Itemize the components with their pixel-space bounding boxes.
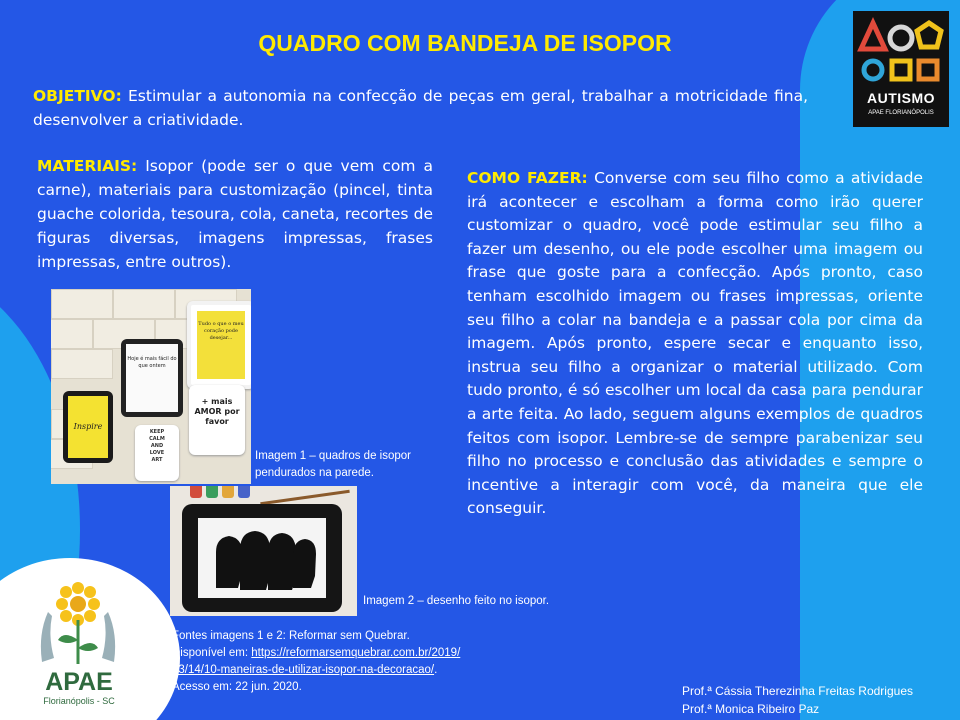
signature	[682, 682, 913, 718]
materials-paragraph	[37, 154, 433, 274]
autismo-logo	[853, 11, 949, 127]
frame-yellow-top	[187, 301, 251, 389]
frame-keep-calm	[135, 425, 179, 481]
objective-label: OBJETIVO:	[33, 87, 122, 105]
keep-calm-line-4: LOVE	[149, 450, 165, 456]
apae-logo	[28, 578, 128, 718]
autismo-shapes-icon	[853, 11, 949, 91]
keep-calm-line-3: AND	[150, 443, 164, 449]
keep-calm-line-5: ART	[151, 457, 163, 463]
sources-accessed: . Acesso em: 22 jun. 2020.	[172, 664, 438, 693]
page-title: QUADRO COM BANDEJA DE ISOPOR	[258, 30, 672, 56]
apae-logo-word: APAE	[45, 668, 113, 696]
objective-text: Estimular a autonomia na confecção de peças em geral, trabalhar a motricidade fina, desenvolver a criatividade.	[33, 87, 809, 129]
image-1-photo	[51, 289, 251, 484]
image-2-caption: Imagem 2 – desenho feito no isopor.	[363, 595, 550, 607]
frame-black-center	[121, 339, 183, 417]
how-to-label: COMO FAZER:	[467, 169, 588, 187]
materials-label: MATERIAIS:	[37, 157, 138, 175]
silhouettes-drawing	[198, 518, 326, 598]
keep-calm-line-1: KEEP	[149, 429, 165, 435]
frame-yellow-top-text: Tudo o que o meu coração pode desejar...	[197, 311, 245, 379]
frame-black-left-text: Inspire	[68, 396, 108, 458]
image-1-caption: Imagem 1 – quadros de isopor pendurados na parede.	[255, 450, 411, 479]
frame-white-right	[189, 385, 245, 455]
frame-black-center-text: Hoje é mais fácil do que ontem	[126, 344, 178, 412]
autismo-logo-word: AUTISMO	[866, 90, 936, 106]
sources-intro: Fontes imagens 1 e 2: Reformar sem Quebrar. Disponível em:	[172, 630, 410, 659]
frame-white-right-text: + mais AMOR por favor	[194, 397, 240, 426]
apae-flower-icon	[28, 578, 128, 670]
objective-paragraph	[33, 84, 808, 132]
keep-calm-line-2: CALM	[149, 436, 165, 442]
sources-link[interactable]: https://reformarsemquebrar.com.br/2019/03/14/10-maneiras-de-utilizar-isopor-na-decoracao/	[172, 647, 461, 676]
apae-logo-sub: Florianópolis - SC	[43, 696, 115, 706]
frame-black-left	[63, 391, 113, 463]
materials-text: Isopor (pode ser o que vem com a carne), materiais para customização (pincel, tinta guache colorida, tesoura, cola, caneta, recortes de figuras diversas, imagens impressas, frases impressas, entre outros).	[37, 157, 433, 271]
how-to-paragraph	[467, 167, 923, 521]
how-to-text: Converse com seu filho como a atividade irá acontecer e escolham a forma como irão querer customizar o quadro, você pode estimular seu filho a fazer um desenho, ou ele pode escolher uma imagem ou frase que goste para a confecção. Após pronto, caso tenham escolhido imagem ou frases impressas, oriente seu filho a colar na bandeja e a passar cola por cima da imagem. Após pronto, espere secar e enquanto isso, instrua seu filho a organizar o material utilizado. Com tudo pronto, é só escolher um local da casa para pendurar a arte feita. Ao lado, seguem alguns exemplos de quadros feitos com isopor. Lembre-se de sempre parabenizar seu filho no processo e conclusão das atividades e sempre o incentive a interagir com você, da maneira que ele conseguir.	[467, 169, 923, 518]
image-2-photo	[170, 486, 357, 616]
tray	[182, 504, 342, 612]
image-sources	[172, 628, 462, 696]
autismo-logo-sub: APAE FLORIANÓPOLIS	[868, 110, 934, 116]
signature-line-2: Prof.ª Monica Ribeiro Paz	[682, 702, 820, 716]
signature-line-1: Prof.ª Cássia Therezinha Freitas Rodrigues	[682, 684, 913, 698]
